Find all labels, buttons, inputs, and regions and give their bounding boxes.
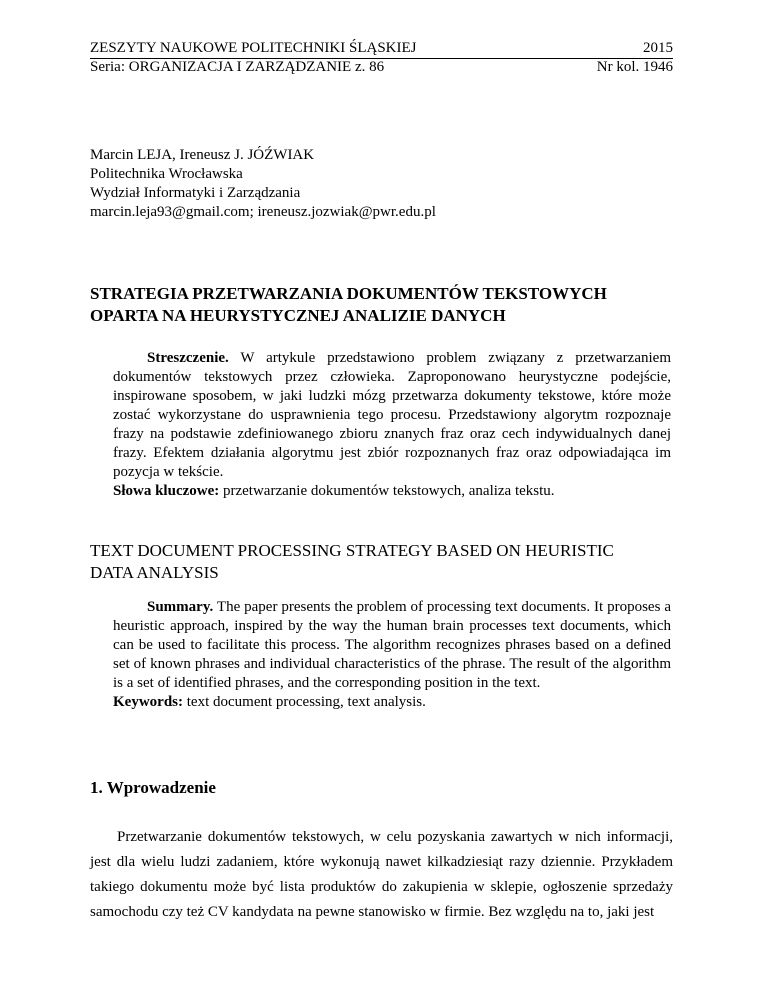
title-en-line-1: TEXT DOCUMENT PROCESSING STRATEGY BASED ON HEURISTIC (90, 541, 614, 560)
keywords-english (113, 693, 671, 712)
abstract-english (113, 598, 671, 712)
section-heading: 1. Wprowadzenie (90, 778, 216, 797)
abstract-pl-label: Streszczenie. (147, 350, 229, 366)
keywords-polish (113, 482, 671, 501)
running-header-top (90, 39, 673, 58)
keywords-pl-list: przetwarzanie dokumentów tekstowych, analiza tekstu. (219, 483, 555, 499)
keywords-en-list: text document processing, text analysis. (183, 694, 426, 710)
author-names: Marcin LEJA, Ireneusz J. JÓŹWIAK (90, 147, 315, 163)
journal-name: ZESZYTY NAUKOWE POLITECHNIKI ŚLĄSKIEJ (90, 40, 417, 56)
keywords-en-label: Keywords: (113, 694, 183, 710)
author-emails: marcin.leja93@gmail.com; ireneusz.jozwiak@pwr.edu.pl (90, 204, 436, 220)
abstract-pl-body: W artykule przedstawiono problem związany z przetwarzaniem dokumentów tekstowych przez człowieka. Zaproponowano heurystyczne podejście, inspirowane sposobem, w jaki ludzki mózg przetwarza dokumenty tekstowe, które może zostać wykorzystane do usprawnienia tego procesu. Przedstawiony algorytm rozpoznaje frazy na podstawie zdefiniowanego zbioru znanych fraz oraz cech indywidualnych danej frazy. Efektem działania algorytmu jest zbiór rozpoznanych fraz oraz odpowiadająca im pozycja w tekście. (113, 350, 671, 480)
journal-year: 2015 (643, 40, 673, 56)
author-faculty: Wydział Informatyki i Zarządzania (90, 185, 301, 201)
author-university: Politechnika Wrocławska (90, 166, 243, 182)
paper-title-english (90, 540, 680, 584)
paper-title-polish (90, 283, 680, 327)
body-paragraph: Przetwarzanie dokumentów tekstowych, w celu pozyskania zawartych w nich informacji, jest dla wielu ludzi zadaniem, które wykonują nawet kilkadziesiąt razy dziennie. Przykładem takiego dokumentu może być lista produktów do zakupienia w sklepie, ogłoszenie sprzedaży samochodu czy też CV kandydata na pewne stanowisko w firmie. Bez względu na to, jaki jest (90, 829, 673, 920)
keywords-pl-label: Słowa kluczowe: (113, 483, 220, 499)
running-header-bottom (90, 58, 673, 77)
abstract-pl-text (113, 349, 671, 482)
author-block (90, 146, 436, 222)
abstract-en-text (113, 598, 671, 693)
title-pl-line-2: OPARTA NA HEURYSTYCZNEJ ANALIZIE DANYCH (90, 306, 506, 325)
journal-issue: Nr kol. 1946 (596, 59, 673, 75)
abstract-polish (113, 349, 671, 501)
title-en-line-2: DATA ANALYSIS (90, 563, 219, 582)
abstract-en-body: The paper presents the problem of processing text documents. It proposes a heuristic approach, inspired by the way the human brain processes text documents, which can be used to facilitate this process. The algorithm recognizes phrases based on a defined set of known phrases and individual characteristics of the phrase. The result of the algorithm is a set of identified phrases, and the corresponding position in the text. (113, 599, 671, 691)
journal-series: Seria: ORGANIZACJA I ZARZĄDZANIE z. 86 (90, 59, 385, 75)
title-pl-line-1: STRATEGIA PRZETWARZANIA DOKUMENTÓW TEKSTOWYCH (90, 284, 607, 303)
abstract-en-label: Summary. (147, 599, 214, 615)
